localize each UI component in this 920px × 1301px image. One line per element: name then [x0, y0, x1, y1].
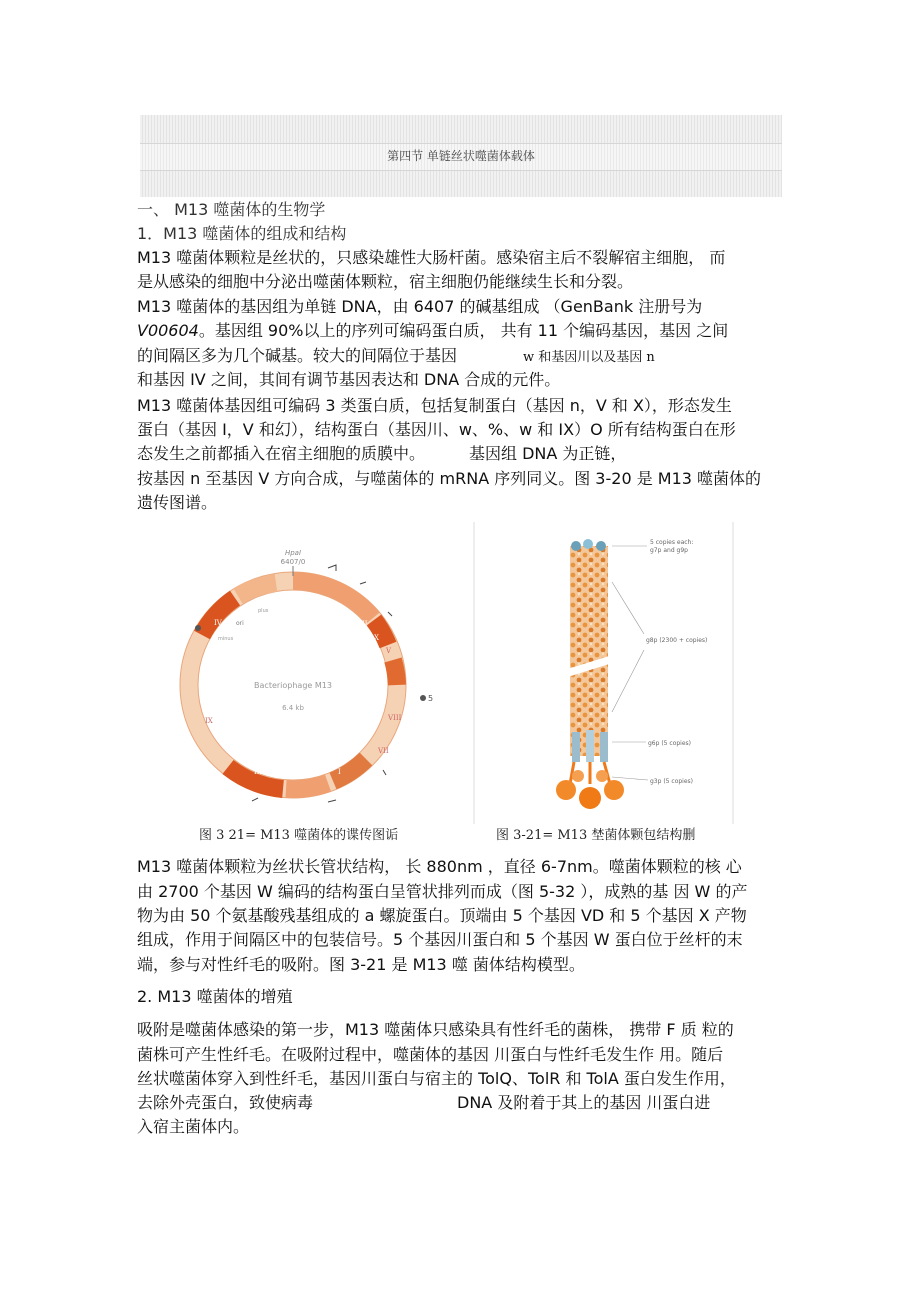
para3-line3a: 态发生之前都插入在宿主细胞的质膜中。	[137, 444, 426, 463]
label-g8p: g8p (2300 + copies)	[646, 637, 708, 644]
para5-line4b: DNA 及附着于其上的基因 川蛋白进	[457, 1093, 711, 1112]
gene-label-iii: III	[254, 768, 263, 776]
gene-label-ii: II	[362, 620, 368, 628]
gene-label-vii: VII	[378, 747, 389, 755]
para2-line2-rest: 。基因组 90%以上的序列可编码蛋白质， 共有 11 个编码基因，基因 之间	[198, 321, 729, 340]
section-header-title: 第四节 单链丝状噬菌体载体	[387, 149, 535, 163]
gene-label-x: X	[374, 634, 379, 642]
bottom-g6p-proteins	[572, 730, 608, 762]
para3-line2: 蛋白（基因 I，V 和幻），结构蛋白（基因川、w、%、w 和 IX）O 所有结构蛋白在形	[137, 420, 736, 439]
para5-line4a: 去除外壳蛋白，致使病毒	[137, 1093, 314, 1112]
gene-segment-v	[393, 660, 397, 685]
para3-line3	[137, 442, 626, 466]
para4-line3: 物为由 50 个氨基酸残基组成的 a 螺旋蛋白。顶端由 5 个基因 VD 和 5 个基因 X 产物	[137, 906, 747, 925]
label-g7p-g9p-count: 5 copies each:	[650, 539, 694, 546]
minus-label: minus	[218, 636, 234, 642]
gene-label-ix: IX	[205, 717, 213, 725]
para4-line5: 端，参与对性纤毛的吸附。图 3-21 是 M13 噬 菌体结构模型。	[137, 955, 585, 974]
plus-label: plus	[258, 608, 269, 614]
marker-dot-right	[420, 695, 426, 701]
plasmid-size: 6.4 kb	[282, 704, 304, 712]
gene-label-i: I	[338, 768, 341, 776]
label-g3p: g3p (5 copies)	[650, 778, 694, 785]
para5-line2: 菌株可产生性纤毛。在吸附过程中，噬菌体的基因 川蛋白与性纤毛发生作 用。随后	[137, 1045, 724, 1064]
position-label: 6407/0	[280, 558, 306, 566]
para5-line1: 吸附是噬菌体感染的第一步，M13 噬菌体只感染具有性纤毛的菌株， 携带 F 质 粒的	[137, 1020, 734, 1039]
para2-line2	[137, 319, 728, 343]
para2-line3b: w 和基因川以及基因 n	[523, 350, 655, 365]
para5-line3: 丝状噬菌体穿入到性纤毛，基因川蛋白与宿主的 TolQ、TolR 和 TolA 蛋白发生作用，	[137, 1069, 736, 1088]
para5-line5: 入宿主菌体内。	[137, 1117, 250, 1136]
para5-line4	[137, 1091, 710, 1115]
para3-line5: 遗传图谱。	[137, 493, 218, 512]
m13-genetic-map-figure	[178, 540, 438, 820]
para3-line3b: 基因组 DNA 为正链，	[469, 444, 627, 463]
para4-line4: 组成，作用于间隔区中的包装信号。5 个基因川蛋白和 5 个基因 W 蛋白位于丝杆的末	[137, 930, 743, 949]
gene-segment-iv	[202, 598, 235, 635]
subsection-title-2: 2. M13 噬菌体的增殖	[137, 987, 293, 1006]
bottom-g3p-proteins	[556, 762, 624, 809]
section-title: 一、 M13 噬菌体的生物学	[137, 200, 326, 219]
plasmid-name: Bacteriophage M13	[254, 681, 332, 690]
label-leader-lines	[612, 546, 648, 780]
figure-left-caption: 图 3 21= M13 噬菌体的谍传图诟	[199, 828, 399, 843]
para2-line3a: 的间隔区多为几个碱基。较大的间隔位于基因	[137, 346, 458, 365]
hpai-site-label: HpaI	[284, 549, 302, 557]
gene-segment-ii	[293, 581, 373, 618]
subsection-title-1: 1．M13 噬菌体的组成和结构	[137, 224, 347, 243]
ori-label: ori	[236, 620, 244, 627]
para3-line1: M13 噬菌体基因组可编码 3 类蛋白质，包括复制蛋白（基因 n，V 和 X），形态发生	[137, 396, 732, 415]
para2-line3	[137, 344, 655, 370]
figure-right-caption: 图 3-21= M13 埜菌体颗包结构删	[496, 828, 696, 843]
gene-segment-vi	[286, 783, 328, 789]
section-header-band	[140, 115, 782, 197]
para1-line1: M13 噬菌体颗粒是丝状的，只感染雄性大肠杆菌。感染宿主后不裂解宿主细胞， 而	[137, 248, 726, 267]
para2-line1: M13 噬菌体的基因组为单链 DNA，由 6407 的碱基组成 （GenBank 注册号为	[137, 297, 703, 316]
gene-segment-ig	[238, 583, 276, 596]
gene-label-v: V	[386, 647, 392, 655]
label-g7p-g9p: g7p and g9p	[650, 547, 688, 554]
gene-label-vi: VI	[290, 772, 298, 780]
marker-dot-left	[195, 625, 201, 631]
gene-label-viii: VIII	[388, 714, 402, 722]
m13-particle-structure-figure	[462, 522, 734, 824]
marker-label: 5	[428, 694, 434, 703]
para4-line2: 由 2700 个基因 W 编码的结构蛋白呈管状排列而成（图 5-32 ），成熟的基 因 W 的产	[137, 882, 748, 901]
para3-line4: 按基因 n 至基因 V 方向合成，与噬菌体的 mRNA 序列同义。图 3-20 是 M13 噬菌体的	[137, 469, 762, 488]
para1-line2: 是从感染的细胞中分泌出噬菌体颗粒，宿主细胞仍能继续生长和分裂。	[137, 272, 634, 291]
label-g6p: g6p (5 copies)	[648, 740, 692, 747]
particle-body	[570, 546, 608, 756]
genbank-accession: V00604	[137, 321, 199, 340]
para4-line1: M13 噬菌体颗粒为丝状长管状结构， 长 880nm ，直径 6-7nm。噬菌体颗粒的核 心	[137, 857, 742, 876]
gene-label-iv: IV	[214, 619, 222, 627]
para2-line4: 和基因 IV 之间，其间有调节基因表达和 DNA 合成的元件。	[137, 370, 561, 389]
